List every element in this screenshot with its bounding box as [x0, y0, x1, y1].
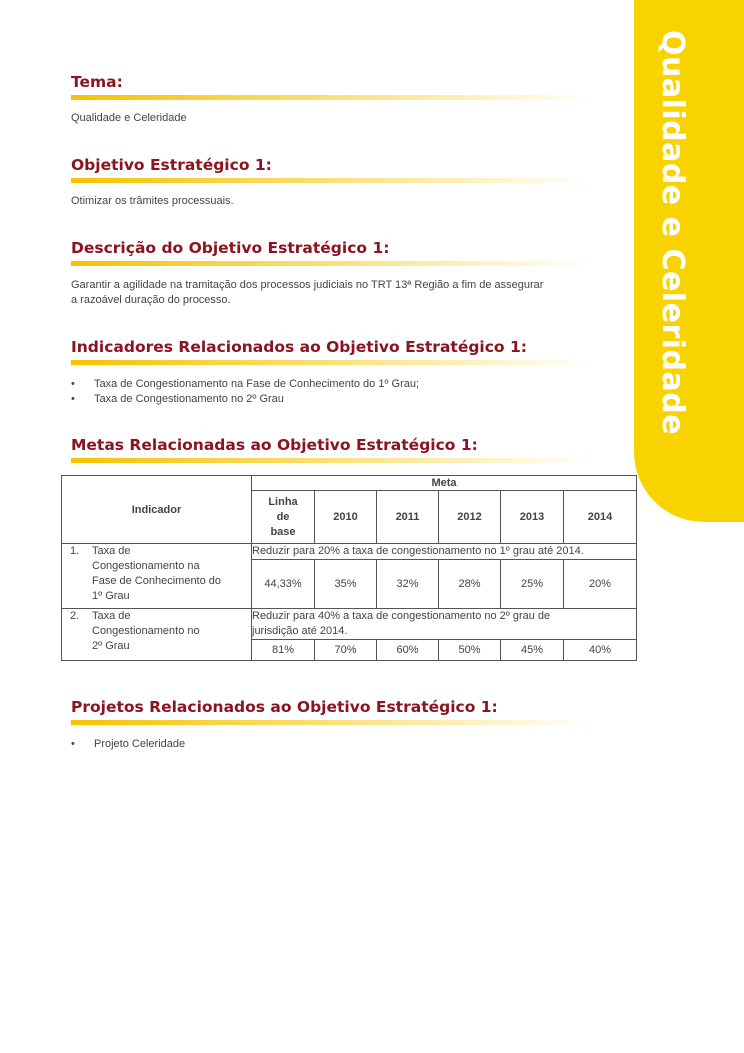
target-value: 70% — [315, 640, 377, 661]
heading-rule — [71, 178, 593, 183]
heading-rule — [71, 95, 593, 100]
tema-body — [71, 111, 611, 126]
header-year: 2013 — [501, 491, 564, 544]
target-value: 25% — [501, 560, 564, 609]
heading-rule — [71, 360, 593, 365]
descricao-line-2: a razoável duração do processo. — [71, 294, 231, 306]
bullet-marker: • — [71, 378, 75, 390]
descricao-body — [71, 278, 631, 308]
list-item — [71, 377, 611, 392]
header-year: 2011 — [377, 491, 439, 544]
header-linha-base-line: base — [270, 525, 296, 538]
section-projetos — [71, 697, 611, 725]
header-meta: Meta — [252, 476, 637, 491]
section-objetivo — [71, 155, 611, 183]
metas-table — [61, 475, 637, 661]
header-indicador: Indicador — [62, 476, 252, 544]
tema-text: Qualidade e Celeridade — [71, 112, 187, 124]
header-year: 2010 — [315, 491, 377, 544]
goal-line: Reduzir para 40% a taxa de congestionamento no 2º grau de — [252, 610, 551, 622]
target-value: 45% — [501, 640, 564, 661]
header-linha-base-line: Linha — [268, 495, 298, 508]
indicadores-body — [71, 377, 611, 407]
heading-rule — [71, 458, 593, 463]
section-indicadores — [71, 337, 611, 365]
indicator-line: Congestionamento no — [92, 625, 200, 637]
objetivo-body — [71, 194, 611, 209]
goal-description: Reduzir para 20% a taxa de congestionamento no 1º grau até 2014. — [252, 544, 637, 560]
indicator-line: 1º Grau — [92, 590, 130, 602]
target-value: 35% — [315, 560, 377, 609]
side-title: Qualidade e Celeridade — [655, 30, 690, 436]
objetivo-text: Otimizar os trâmites processuais. — [71, 195, 234, 207]
row-number: 2. — [70, 610, 80, 622]
projetos-heading: Projetos Relacionados ao Objetivo Estratégico 1: — [71, 698, 498, 716]
row-number: 1. — [70, 545, 80, 557]
projeto-item: Projeto Celeridade — [94, 738, 186, 750]
metas-heading: Metas Relacionadas ao Objetivo Estratégico 1: — [71, 436, 478, 454]
projetos-body — [71, 737, 611, 752]
objetivo-heading: Objetivo Estratégico 1: — [71, 156, 272, 174]
baseline-value: 81% — [252, 640, 315, 661]
indicator-text — [92, 609, 200, 654]
indicador-item: Taxa de Congestionamento no 2º Grau — [94, 393, 284, 405]
projetos-list — [71, 737, 611, 752]
header-linha-base-line: de — [276, 510, 290, 523]
indicadores-list — [71, 377, 611, 407]
indicator-line: 2º Grau — [92, 640, 130, 652]
tema-heading: Tema: — [71, 73, 123, 91]
target-value: 50% — [439, 640, 501, 661]
bullet-marker: • — [71, 738, 75, 750]
goal-description — [252, 609, 637, 640]
header-year: 2012 — [439, 491, 501, 544]
target-value: 28% — [439, 560, 501, 609]
indicator-line: Taxa de — [92, 545, 131, 557]
section-metas — [71, 435, 611, 463]
table-row-indicator — [62, 544, 252, 609]
indicator-line: Congestionamento na — [92, 560, 200, 572]
indicator-line: Fase de Conhecimento do — [92, 575, 222, 587]
baseline-value: 44,33% — [252, 560, 315, 609]
indicator-text — [92, 544, 221, 604]
target-value: 20% — [564, 560, 637, 609]
target-value: 32% — [377, 560, 439, 609]
heading-rule — [71, 720, 593, 725]
indicator-line: Taxa de — [92, 610, 131, 622]
target-value: 60% — [377, 640, 439, 661]
indicador-item: Taxa de Congestionamento na Fase de Conhecimento do 1º Grau; — [94, 378, 420, 390]
section-tema — [71, 72, 611, 100]
header-year: 2014 — [564, 491, 637, 544]
section-descricao — [71, 238, 611, 266]
descricao-line-1: Garantir a agilidade na tramitação dos processos judiciais no TRT 13ª Região a fim de assegurar — [71, 279, 544, 291]
target-value: 40% — [564, 640, 637, 661]
list-item — [71, 392, 611, 407]
indicadores-heading: Indicadores Relacionados ao Objetivo Estratégico 1: — [71, 338, 527, 356]
table-row-indicator — [62, 609, 252, 661]
descricao-heading: Descrição do Objetivo Estratégico 1: — [71, 239, 390, 257]
heading-rule — [71, 261, 593, 266]
header-linha-base — [252, 491, 315, 544]
list-item — [71, 737, 611, 752]
bullet-marker: • — [71, 393, 75, 405]
goal-line: jurisdição até 2014. — [252, 625, 348, 637]
